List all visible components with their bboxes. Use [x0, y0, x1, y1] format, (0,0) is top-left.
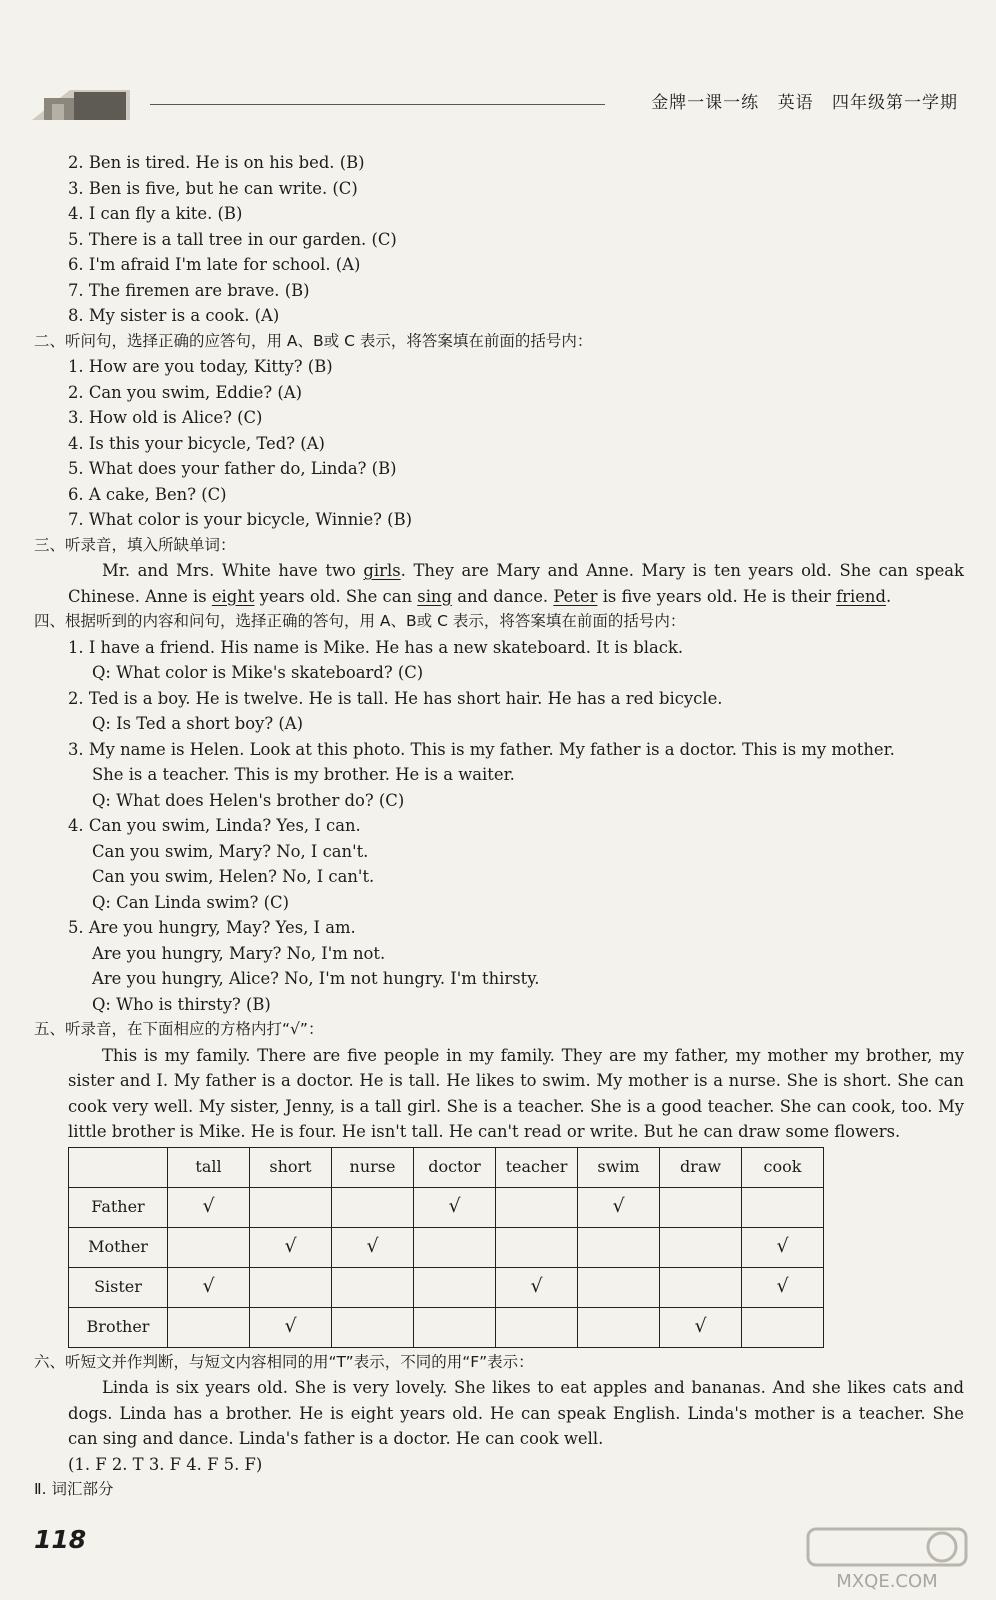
s2-item: 7. What color is your bicycle, Winnie? (B) [68, 510, 413, 529]
table-header-cell: doctor [414, 1147, 496, 1187]
check-cell [578, 1267, 660, 1307]
header-title [639, 88, 958, 113]
check-cell [168, 1267, 250, 1307]
check-cell [496, 1187, 578, 1227]
s4-text: 4. Can you swim, Linda? Yes, I can. [68, 816, 361, 835]
check-cell [660, 1227, 742, 1267]
table-row [69, 1227, 824, 1267]
check-cell [496, 1227, 578, 1267]
table-header-cell: teacher [496, 1147, 578, 1187]
table-header-cell: draw [660, 1147, 742, 1187]
s4-text: 5. Are you hungry, May? Yes, I am. [68, 918, 356, 937]
s4-question: Q: Who is thirsty? (B) [92, 994, 271, 1014]
page-number: 118 [34, 1525, 87, 1554]
part2-title: Ⅱ. 词汇部分 [34, 1480, 114, 1498]
table-header-cell: cook [742, 1147, 824, 1187]
s4-text: Can you swim, Helen? No, I can't. [92, 867, 375, 886]
section3-passage: Mr. and Mrs. White have two girls. They are Mary and Anne. Mary is ten years old. She can speak Chinese. Anne is eight years old. She can sing and dance. Peter is five years old. He is their friend. [68, 561, 964, 606]
table-header-cell: short [250, 1147, 332, 1187]
s4-question: Q: What color is Mike's skateboard? (C) [92, 663, 424, 682]
svg-text:MXQE.COM: MXQE.COM [836, 1571, 938, 1592]
s1-item: 7. The firemen are brave. (B) [68, 280, 310, 300]
section6-title: 六、听短文并作判断，与短文内容相同的用“T”表示，不同的用“F”表示： [34, 1352, 534, 1371]
row-label: Brother [69, 1307, 168, 1347]
check-cell [496, 1267, 578, 1307]
s4-question: Q: What does Helen's brother do? (C) [92, 790, 405, 810]
fill-answer: friend [836, 586, 886, 606]
table-header-cell [69, 1147, 168, 1187]
check-cell [414, 1307, 496, 1347]
s1-item: 4. I can fly a kite. (B) [68, 204, 243, 223]
header-series: 金牌一课一练 [651, 93, 760, 113]
fill-answer: Peter [553, 586, 598, 606]
check-cell [414, 1267, 496, 1307]
check-mark: √ [776, 1275, 789, 1298]
fill-answer: girls [363, 561, 401, 580]
s1-item: 2. Ben is tired. He is on his bed. (B) [68, 153, 365, 172]
check-cell [250, 1227, 332, 1267]
s4-text: She is a teacher. This is my brother. He is a waiter. [92, 765, 515, 784]
s4-text: 3. My name is Helen. Look at this photo. This is my father. My father is a doctor. This is my mother. [68, 739, 895, 759]
check-mark: √ [284, 1315, 297, 1338]
table-header-cell: nurse [332, 1147, 414, 1187]
s2-item: 5. What does your father do, Linda? (B) [68, 459, 397, 478]
s4-text: 1. I have a friend. His name is Mike. He has a new skateboard. It is black. [68, 637, 684, 657]
check-cell [332, 1227, 414, 1267]
page-header [0, 0, 996, 140]
check-mark: √ [776, 1235, 789, 1258]
check-cell [578, 1307, 660, 1347]
check-cell [414, 1227, 496, 1267]
row-label: Sister [69, 1267, 168, 1307]
s2-item: 2. Can you swim, Eddie? (A) [68, 382, 302, 402]
check-cell [168, 1307, 250, 1347]
check-mark: √ [366, 1235, 379, 1258]
s2-item: 6. A cake, Ben? (C) [68, 484, 227, 504]
table-row [69, 1267, 824, 1307]
site-watermark-logo [802, 1525, 972, 1597]
check-mark: √ [530, 1275, 543, 1298]
check-cell [250, 1307, 332, 1347]
check-cell [578, 1187, 660, 1227]
check-mark: √ [284, 1235, 297, 1258]
check-cell [742, 1267, 824, 1307]
check-cell [660, 1187, 742, 1227]
check-mark: √ [202, 1195, 215, 1218]
section3-title: 三、听录音，填入所缺单词： [34, 535, 236, 554]
row-label: Father [69, 1187, 168, 1227]
table-header-row [69, 1147, 824, 1187]
check-mark: √ [448, 1195, 461, 1218]
check-cell [168, 1227, 250, 1267]
section5-passage: This is my family. There are five people in my family. They are my father, my mother my brother, my sister and I. My father is a doctor. He is tall. He likes to swim. My mother is a nurse. She is short. She can cook very well. My sister, Jenny, is a tall girl. She is a teacher. She is a good teacher. She can cook, too. My little brother is Mike. He is four. He isn't tall. He can't read or write. But he can draw some flowers. [68, 1045, 964, 1141]
header-grade: 四年级第一学期 [832, 93, 958, 113]
check-cell [332, 1187, 414, 1227]
table-row [69, 1187, 824, 1227]
s4-text: Can you swim, Mary? No, I can't. [92, 841, 369, 861]
section6-answers: (1. F 2. T 3. F 4. F 5. F) [68, 1454, 263, 1474]
check-cell [742, 1307, 824, 1347]
row-label: Mother [69, 1227, 168, 1267]
table-row [69, 1307, 824, 1347]
s2-item: 4. Is this your bicycle, Ted? (A) [68, 433, 325, 453]
check-cell [414, 1187, 496, 1227]
section5-title: 五、听录音，在下面相应的方格内打“√”： [34, 1020, 324, 1038]
s4-text: Are you hungry, Alice? No, I'm not hungry. I'm thirsty. [92, 969, 540, 988]
check-cell [250, 1267, 332, 1307]
fill-answer: sing [417, 586, 452, 606]
s4-text: 2. Ted is a boy. He is twelve. He is tall. He has short hair. He has a red bicycle. [68, 688, 723, 708]
check-cell [660, 1267, 742, 1307]
s1-item: 6. I'm afraid I'm late for school. (A) [68, 255, 361, 274]
check-cell [250, 1187, 332, 1227]
check-cell [578, 1227, 660, 1267]
s4-question: Q: Can Linda swim? (C) [92, 892, 289, 912]
check-cell [496, 1307, 578, 1347]
header-rule [150, 104, 605, 105]
section6-passage: Linda is six years old. She is very lovely. She likes to eat apples and bananas. And she likes cats and dogs. Linda has a brother. He is eight years old. He can speak English. Linda's mother is a teacher. She can sing and dance. Linda's father is a doctor. He can cook well. [68, 1378, 964, 1448]
section4-title: 四、根据听到的内容和问句，选择正确的答句，用 A、B或 C 表示，将答案填在前面的括号内： [34, 612, 686, 630]
section2-title: 二、听问句，选择正确的应答句，用 A、B或 C 表示，将答案填在前面的括号内： [34, 331, 593, 350]
check-cell [660, 1307, 742, 1347]
check-cell [742, 1187, 824, 1227]
s1-item: 5. There is a tall tree in our garden. (C) [68, 229, 397, 249]
s4-question: Q: Is Ted a short boy? (A) [92, 714, 304, 733]
check-cell [332, 1267, 414, 1307]
watermark-logo-icon [802, 1525, 972, 1593]
check-cell [332, 1307, 414, 1347]
check-mark: √ [612, 1195, 625, 1218]
s4-text: Are you hungry, Mary? No, I'm not. [92, 943, 386, 963]
check-mark: √ [694, 1315, 707, 1338]
answer-content [34, 150, 964, 1503]
header-subject: 英语 [777, 93, 814, 113]
books-decoration-icon [30, 80, 140, 128]
s1-item: 8. My sister is a cook. (A) [68, 306, 280, 325]
table-header-cell: tall [168, 1147, 250, 1187]
check-mark: √ [202, 1275, 215, 1298]
s2-item: 1. How are you today, Kitty? (B) [68, 357, 333, 376]
table-header-cell: swim [578, 1147, 660, 1187]
check-cell [742, 1227, 824, 1267]
family-check-table [68, 1147, 824, 1348]
check-cell [168, 1187, 250, 1227]
s2-item: 3. How old is Alice? (C) [68, 408, 263, 427]
s1-item: 3. Ben is five, but he can write. (C) [68, 178, 358, 198]
fill-answer: eight [211, 586, 255, 606]
